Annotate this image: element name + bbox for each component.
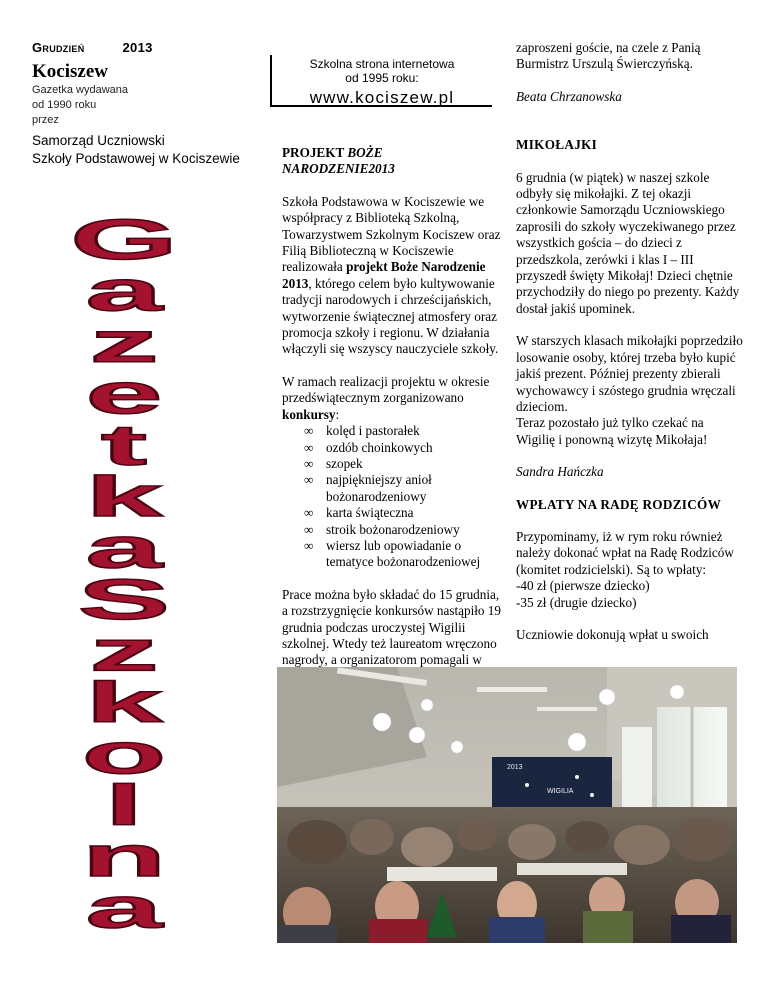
article-project — [282, 145, 504, 685]
infinity-bullet-icon: ∞ — [304, 455, 314, 471]
student-council-line-1: Samorząd Uczniowski — [32, 133, 165, 148]
project-title — [282, 145, 504, 178]
infinity-bullet-icon: ∞ — [304, 439, 314, 455]
contest-item — [304, 505, 504, 521]
project-p1-text-c: , którego celem było kultywowanie tradycji narodowych i chrześcijańskich, wytworzenie świątecznej atmosfery oraz promocja szkoły i regionu. W działania włączyli się wszyscy nauczyciele szkoły. — [282, 275, 499, 357]
contest-item-label: ozdób choinkowych — [326, 439, 433, 455]
title-letter: e — [85, 361, 163, 426]
title-letter: z — [89, 310, 159, 375]
project-p2-bold: konkursy — [282, 406, 336, 422]
issue-date — [32, 40, 262, 55]
student-council-line-2: Szkoły Podstawowej w Kociszewie — [32, 151, 240, 166]
contest-item-label: najpiękniejszy anioł bożonarodzeniowy — [326, 472, 432, 504]
contest-item-label: szopek — [326, 455, 363, 471]
project-paragraph-2 — [282, 374, 504, 423]
publisher-line-3: przez — [32, 114, 59, 126]
infinity-bullet-icon: ∞ — [304, 423, 314, 439]
contest-item — [304, 439, 504, 456]
project-p1-text-a: Szkoła Podstawowa w Kociszewie we współpracy z Biblioteką Szkolną, Towarzystwem Szkolnym Kociszew oraz Filią Biblioteczną w Kociszewie realizowała — [282, 193, 501, 275]
contest-item-label: stroik bożonarodzeniowy — [326, 521, 460, 537]
contest-item — [304, 455, 504, 472]
mikolajki-paragraph-3: Teraz pozostało już tylko czekać na Wigilię i ponowną wizytę Mikołaja! — [516, 415, 708, 447]
infinity-bullet-icon: ∞ — [304, 521, 314, 537]
project-title-italic-2: NARODZENIE2013 — [282, 161, 395, 177]
photo-banner-year: 2013 — [507, 764, 523, 771]
title-letter: t — [101, 413, 147, 478]
website-caption-2: od 1995 roku: — [345, 71, 419, 85]
wplaty-title: WPŁATY NA RADĘ RODZICÓW — [516, 496, 722, 512]
title-letter: k — [85, 464, 163, 529]
project-author: Beata Chrzanowska — [516, 88, 622, 104]
title-letter: a — [85, 259, 163, 323]
contest-item — [304, 472, 504, 505]
photo-banner-text: WIGILIA — [547, 788, 574, 795]
title-letter: n — [81, 824, 167, 889]
masthead — [32, 40, 262, 168]
contest-item-label: wiersz lub opowiadanie o tematyce bożonarodzeniowej — [326, 537, 481, 570]
school-name: Kociszew — [32, 61, 108, 82]
issue-month: Grudzień — [32, 40, 85, 55]
student-council — [32, 132, 262, 168]
infinity-bullet-icon: ∞ — [304, 537, 314, 553]
title-letter: S — [77, 567, 171, 632]
project-paragraph-1 — [282, 194, 504, 358]
contest-item-label: kolęd i pastorałek — [326, 423, 420, 439]
mikolajki-author: Sandra Hańczka — [516, 464, 604, 480]
wigilia-photo-illustration — [277, 667, 737, 943]
title-letter: a — [85, 876, 163, 934]
project-paragraph-3-continued: zaproszeni goście, na czele z Panią Burmistrz Urszulą Świerczyńską. — [516, 40, 701, 72]
wplaty-paragraph-1: Przypominamy, iż w rym roku również należy dokonać wpłat na Radę Rodziców (komitet rodzicielski). Są to wpłaty: — [516, 528, 734, 577]
project-p1-bold: projekt Boże Narodzenie 2013 — [282, 259, 486, 291]
contest-list — [282, 423, 504, 571]
mikolajki-title: MIKOŁAJKI — [516, 137, 598, 153]
publisher-line-1: Gazetka wydawana — [32, 84, 128, 96]
infinity-bullet-icon: ∞ — [304, 472, 314, 488]
project-title-plain: PROJEKT — [282, 145, 348, 160]
issue-year: 2013 — [122, 40, 153, 55]
gazetka-szkolna-title — [44, 214, 204, 934]
contest-item — [304, 423, 504, 439]
mikolajki-paragraph-1: 6 grudnia (w piątek) w naszej szkole odbyły się mikołajki. Z tej okazji członkowie Samorządu Uczniowskiego zaprosili do szkoły wyczekiwanego przez wszystkich gościa – do dzieci z przedszkola, zerówki i klas I – III przyszedł święty Mikołaj! Dzieci chętnie przychodziły do niego po prezenty. Każdy dostał jakiś upominek. — [516, 169, 740, 316]
project-p2-text-a: W ramach realizacji projektu w okresie przedświątecznym zorganizowano — [282, 373, 490, 406]
title-letter: l — [104, 773, 144, 838]
project-paragraph-3: Prace można było składać do 15 grudnia, a rozstrzygnięcie konkursów nastąpiło 19 grudnia podczas uroczystej Wigilii szkolnej. Wtedy też laureatom wręczono nagrody, a organizatorom pomagali w — [282, 586, 501, 668]
website-caption-1: Szkolna strona internetowa — [309, 57, 455, 71]
contest-item — [304, 537, 504, 571]
wplaty-rate-1: -40 zł (pierwsze dziecko) — [516, 578, 650, 594]
mikolajki-paragraph-2: W starszych klasach mikołajki poprzedziło losowanie osoby, której trzeba było kupić jakiś prezent. Później prezenty zbierali wychowawcy i szóstego grudnia wręczali dzieciom. — [516, 333, 743, 414]
website-box — [270, 55, 492, 107]
wplaty-rate-2: -35 zł (drugie dziecko) — [516, 594, 637, 610]
contest-item — [304, 521, 504, 538]
title-letter: z — [89, 619, 159, 683]
website-url-link[interactable]: www.kociszew.pl — [309, 88, 455, 107]
title-letter: a — [85, 516, 163, 580]
title-letter: k — [85, 670, 163, 735]
project-title-italic-1: BOŻE — [347, 145, 383, 160]
infinity-bullet-icon: ∞ — [304, 505, 314, 521]
contest-item-label: karta świąteczna — [326, 505, 414, 521]
title-letter: o — [81, 721, 167, 786]
wigilia-photo — [277, 667, 737, 943]
right-column — [516, 40, 744, 643]
wplaty-paragraph-2: Uczniowie dokonują wpłat u swoich — [516, 626, 709, 642]
publisher-line-2: od 1990 roku — [32, 99, 97, 111]
project-p2-text-c: : — [335, 406, 340, 422]
title-letter: G — [70, 214, 178, 272]
